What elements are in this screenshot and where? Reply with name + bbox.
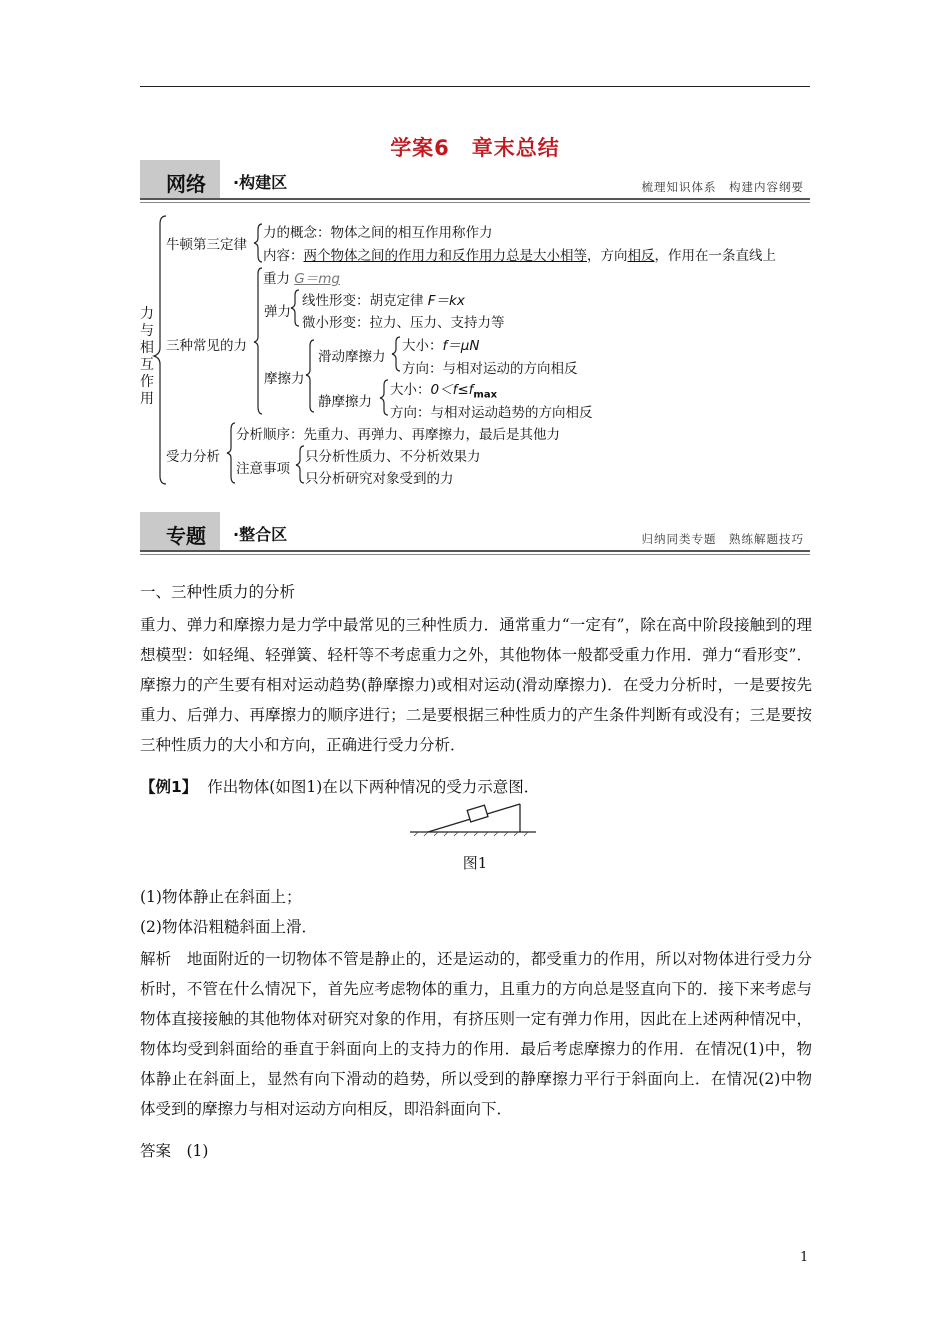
linear-label: 线性形变：胡克定律 [302,293,424,309]
figure-caption: 图1 [462,854,488,872]
mindmap-root: 力与相互作用 [140,306,154,407]
sliding-formula: f＝μN [442,338,480,354]
paragraph-intro: 重力、弹力和摩擦力是力学中最常见的三种性质力．通常重力“一定有”，除在高中阶段接触到的理想模型：如轻绳、轻弹簧、轻杆等不考虑重力之外，其他物体一般都受重力作用．弹力“看形变”．摩擦力的产生要有相对运动趋势(静摩擦力)或相对运动(滑动摩擦力)．在受力分析时，一是要按先重力、后弹力、再摩擦力的顺序进行；二是要根据三种性质力的产生条件判断有或没有；三是要按三种性质力的大小和方向，正确进行受力分析． [140,616,812,754]
node-sliding-direction: 方向：与相对运动的方向相反 [402,361,578,377]
header-small: ·整合区 [233,525,288,544]
gravity-formula: G＝mg [294,271,340,287]
page-number: 1 [800,1250,809,1265]
content-post: ，作用在一条直线上 [654,248,776,264]
node-static-size [390,378,497,401]
node-three-forces: 三种常见的力 [166,338,247,354]
case-2: (2)物体沿粗糙斜面上滑． [140,918,317,936]
header-big: 专题 [166,524,206,548]
figure-incline [408,798,538,838]
heading-three-forces: 一、三种性质力的分析 [140,583,296,601]
node-static-friction: 静摩擦力 [318,394,372,410]
node-force-concept: 力的概念：物体之间的相互作用称作力 [263,225,493,241]
node-micro-deform: 微小形变：拉力、压力、支持力等 [302,315,505,331]
content-underline-2: 相反 [627,248,655,264]
node-elastic: 弹力 [264,304,291,320]
content-underline-1: 两个物体之间的作用力和反作用力总是大小相等 [303,248,587,264]
content-pre: 内容： [263,248,304,264]
header-line [140,550,810,552]
node-newton-content [263,244,776,264]
node-force-analysis: 受力分析 [166,449,220,465]
static-size-label: 大小： [390,382,431,398]
sliding-size-label: 大小： [402,338,443,354]
page-title: 学案6 章末总结 [390,136,560,160]
header-small: ·构建区 [233,173,288,192]
static-sub: max [473,389,498,401]
content-mid: ，方向 [587,248,628,264]
example-tag: 【例1】 [140,778,198,796]
example-1 [140,775,539,797]
header-big: 网络 [166,172,206,196]
answer: 答案 (1) [140,1142,209,1160]
gravity-label: 重力 [263,271,290,287]
block [467,805,488,822]
header-right: 梳理知识体系 构建内容纲要 [641,180,804,194]
node-notice: 注意事项 [236,461,290,477]
node-sliding-friction: 滑动摩擦力 [318,349,386,365]
example-text: 作出物体(如图1)在以下两种情况的受力示意图． [207,778,540,796]
node-static-direction: 方向：与相对运动趋势的方向相反 [390,405,593,421]
analysis-paragraph: 解析 地面附近的一切物体不管是静止的，还是运动的，都受重力的作用，所以对物体进行受力分析时，不管在什么情况下，首先应考虑物体的重力，且重力的方向总是竖直向下的．接下来考虑与物体直接接触的其他物体对研究对象的作用，有挤压则一定有弹力作用，因此在上述两种情况中，物体均受到斜面给的垂直于斜面向上的支持力的作用．最后考虑摩擦力的作用．在情况(1)中，物体静止在斜面上，显然有向下滑动的趋势，所以受到的静摩擦力平行于斜面向上．在情况(2)中物体受到的摩擦力与相对运动方向相反，即沿斜面向下． [140,950,812,1118]
node-newton: 牛顿第三定律 [166,237,247,253]
static-formula: 0＜f≤f [430,382,474,398]
case-1: (1)物体静止在斜面上； [140,888,302,906]
header-line-thin [140,554,810,555]
node-analysis-order: 分析顺序：先重力、再弹力、再摩擦力，最后是其他力 [236,427,560,443]
section-header-topics [140,512,810,552]
node-notice-2: 只分析研究对象受到的力 [305,471,454,487]
header-right: 归纳同类专题 熟练解题技巧 [641,532,804,546]
node-notice-1: 只分析性质力、不分析效果力 [305,449,481,465]
node-friction: 摩擦力 [264,371,305,387]
node-linear-deform [302,289,465,309]
node-sliding-size [402,334,479,354]
hooke-formula: F＝kx [427,293,465,309]
node-gravity [263,267,340,287]
